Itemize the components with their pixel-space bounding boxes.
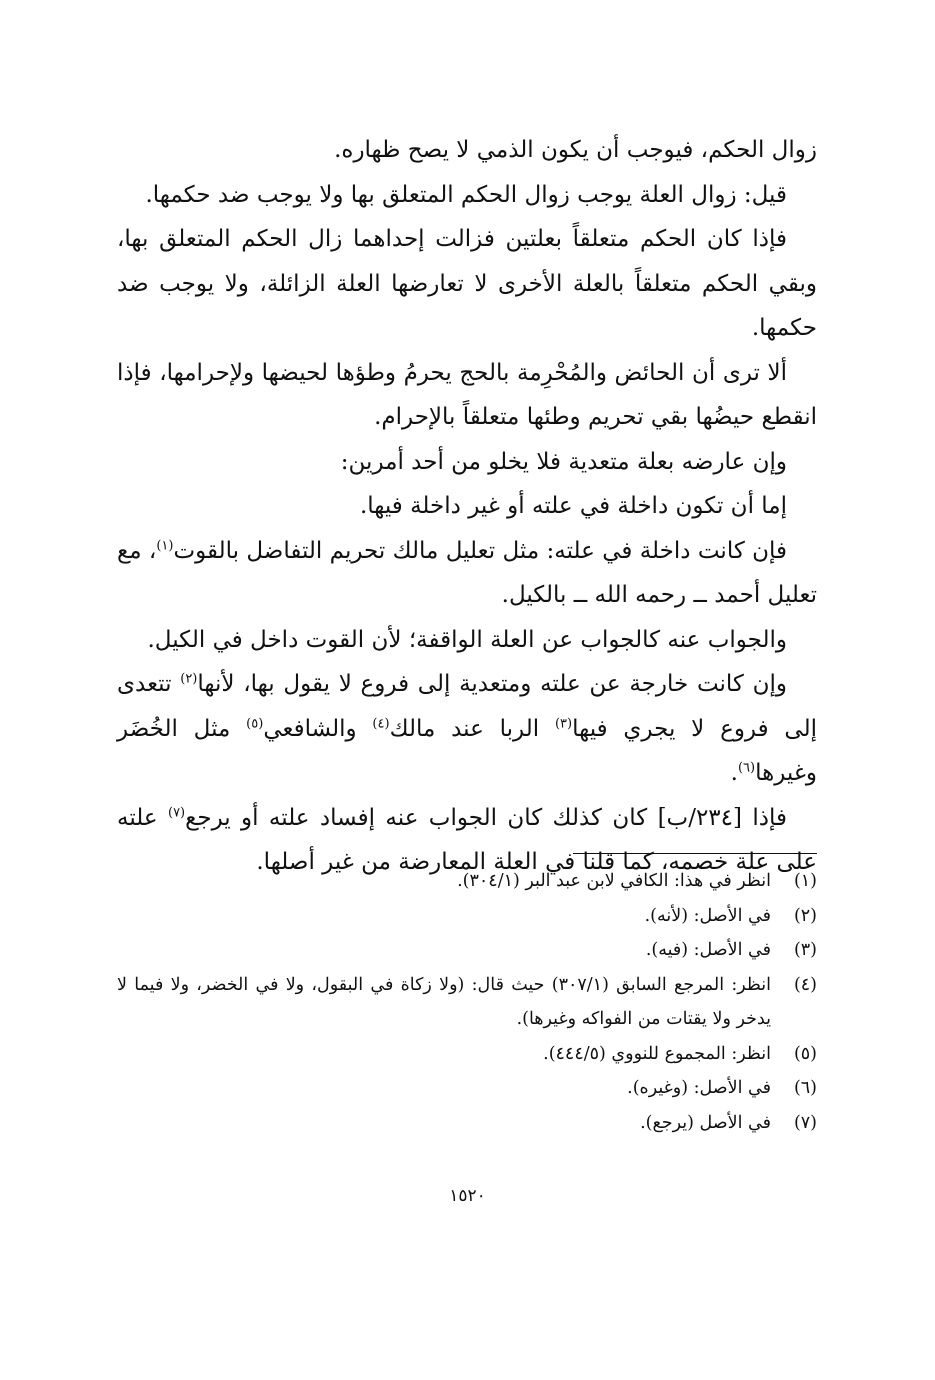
paragraph-9-text-f: . [730, 760, 738, 786]
paragraph-9-text-a: وإن كانت خارجة عن علته ومتعدية إلى فروع لا يقول بها، لأنها [197, 671, 787, 697]
footnotes-section [117, 864, 817, 1140]
paragraph-8-text: والجواب عنه كالجواب عن العلة الواقفة؛ لأن القوت داخل في الكيل. [147, 626, 787, 653]
paragraph-6 [117, 484, 817, 529]
footnote-number: (٦) [793, 1078, 817, 1098]
paragraph-1-text: زوال الحكم، فيوجب أن يكون الذمي لا يصح ظهاره. [334, 137, 817, 163]
footnote-4 [117, 968, 817, 1037]
footnote-ref-1: (١) [156, 537, 174, 553]
paragraph-9-text-e: مثل الخُضَر وغيرها [117, 715, 817, 786]
paragraph-2 [117, 173, 817, 218]
footnote-ref-7: (٧) [167, 804, 186, 820]
paragraph-4-text: ألا ترى أن الحائض والمُحْرِمة بالحج يحرمُ وطؤها لحيضها ولإحرامها، فإذا انقطع حيضُها بقي تحريم وطئها متعلقاً بالإحرام. [117, 359, 817, 430]
footnote-6 [117, 1071, 817, 1106]
footnote-text: انظر: المجموع للنووي (٤٤٤/٥). [543, 1043, 771, 1064]
footnote-5 [117, 1037, 817, 1072]
footnote-ref-5: (٥) [246, 715, 264, 731]
paragraph-3 [117, 217, 817, 351]
footnote-separator [573, 853, 817, 854]
footnote-number: (٢) [793, 905, 817, 926]
paragraph-8 [117, 618, 817, 663]
paragraph-9 [117, 662, 817, 796]
paragraph-1 [117, 128, 817, 173]
footnote-ref-2: (٢) [180, 671, 198, 687]
paragraph-9-text-d: والشافعي [263, 715, 373, 742]
footnote-2 [117, 899, 817, 934]
paragraph-3-text: فإذا كان الحكم متعلقاً بعلتين فزالت إحداهما زال الحكم المتعلق بها، وبقي الحكم متعلقاً بالعلة الأخرى لا تعارضها العلة الزائلة، ولا يوجب ضد حكمها. [117, 226, 817, 341]
paragraph-2-text: قيل: زوال العلة يوجب زوال الحكم المتعلق بها ولا يوجب ضد حكمها. [145, 181, 787, 208]
footnote-text: انظر: المرجع السابق (٣٠٧/١) حيث قال: (ولا زكاة في البقول، ولا في الخضر، ولا فيما لا يدخر ولا يقتات من الفواكه وغيرها). [117, 974, 771, 1029]
footnote-ref-3: (٣) [554, 715, 573, 731]
footnote-text: انظر في هذا: الكافي لابن عبد البر (٣٠٤/١). [457, 871, 771, 891]
page-number: ١٥٢٠ [449, 1186, 486, 1206]
footnote-number: (٥) [793, 1043, 817, 1064]
footnote-number: (١) [793, 871, 817, 891]
paragraph-9-text-b: تتعدى إلى فروع لا يجري فيها [117, 671, 817, 742]
paragraph-10-text-b: علته على علة خصمه، كما قلنا في العلة المعارضة من غير أصلها. [117, 804, 817, 875]
footnote-1 [117, 864, 817, 899]
footnote-text: في الأصل: (فيه). [645, 940, 771, 960]
footnote-ref-6: (٦) [737, 760, 756, 776]
footnote-text: في الأصل: (لأنه). [644, 905, 771, 926]
footnote-number: (٣) [793, 940, 817, 960]
footnote-3 [117, 933, 817, 968]
footnote-7 [117, 1106, 817, 1141]
paragraph-7-text-b: ، مع تعليل أحمد ــ رحمه الله ــ بالكيل. [117, 537, 817, 608]
footnote-number: (٤) [793, 974, 817, 995]
paragraph-9-text-c: الربا عند مالك [389, 715, 555, 742]
paragraph-4 [117, 351, 817, 440]
paragraph-10-text-a: فإذا [٢٣٤/ب] كان كذلك كان الجواب عنه إفساد علته أو يرجع [185, 804, 787, 831]
footnote-text: في الأصل: (وغيره). [627, 1078, 771, 1098]
footnote-ref-4: (٤) [372, 715, 390, 731]
footnote-number: (٧) [793, 1112, 817, 1133]
paragraph-7-text-a: فإن كانت داخلة في علته: مثل تعليل مالك تحريم التفاضل بالقوت [173, 537, 788, 564]
main-text-body [117, 128, 817, 885]
paragraph-5 [117, 440, 817, 485]
footnote-text: في الأصل (يرجع). [640, 1112, 771, 1133]
paragraph-6-text: إما أن تكون داخلة في علته أو غير داخلة فيها. [359, 493, 787, 519]
paragraph-7 [117, 529, 817, 618]
paragraph-5-text: وإن عارضه بعلة متعدية فلا يخلو من أحد أمرين: [340, 448, 787, 475]
